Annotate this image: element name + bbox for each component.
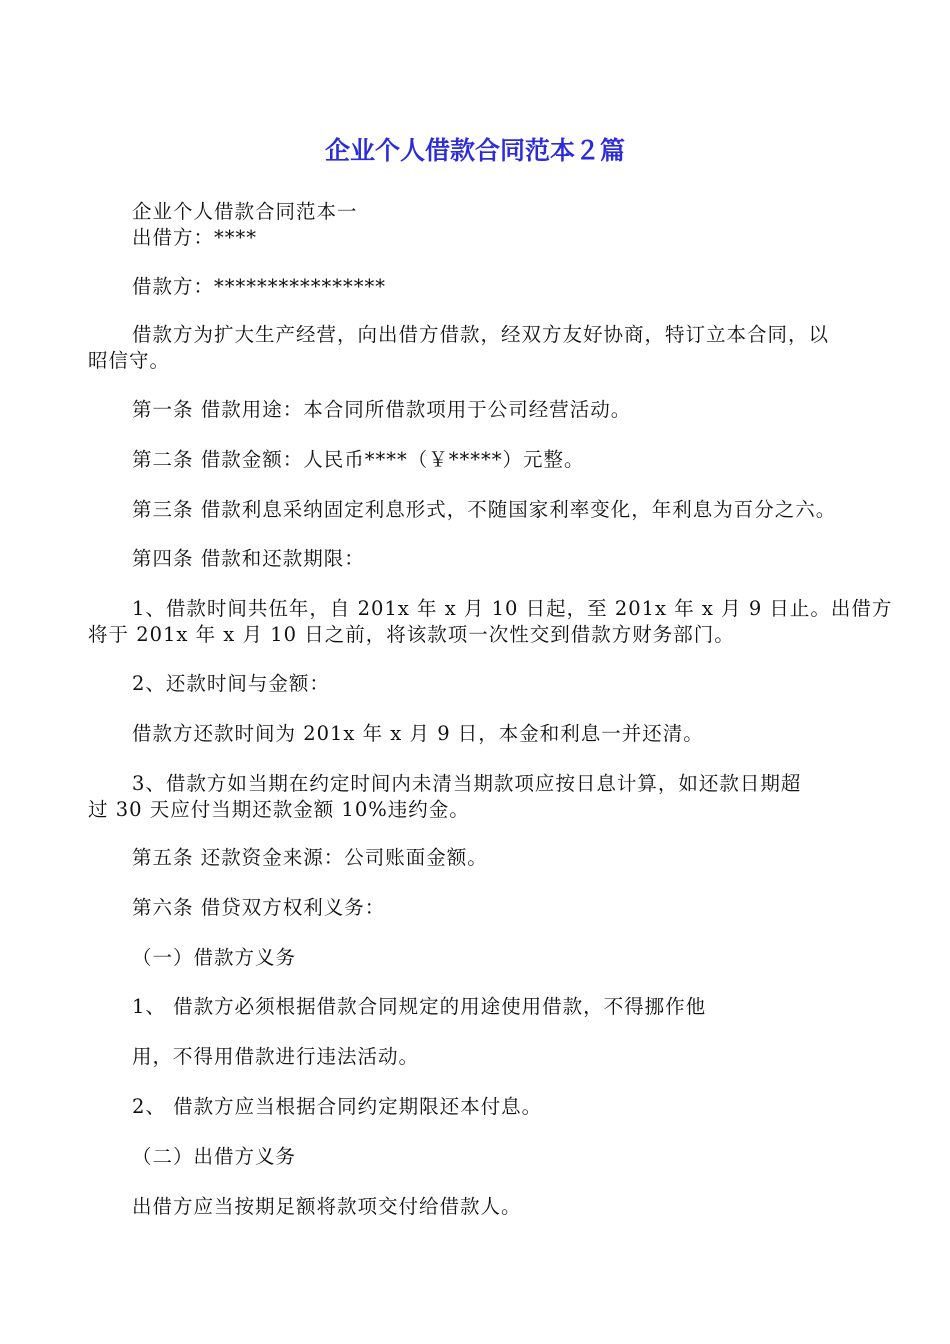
paragraph-line: 借款方为扩大生产经营，向出借方借款，经双方友好协商，特订立本合同，以 xyxy=(132,323,830,346)
paragraph-9 xyxy=(88,596,893,648)
paragraph-line: 将于 201x 年 x 月 10 日之前，将该款项一次性交到借款方财务部门。 xyxy=(88,623,735,646)
paragraph-line: 2、 借款方应当根据合同约定期限还本付息。 xyxy=(132,1095,543,1118)
paragraph-line: 第五条 还款资金来源：公司账面金额。 xyxy=(132,846,488,869)
paragraph-4 xyxy=(88,322,878,374)
paragraph-line: 昭信守。 xyxy=(88,349,171,372)
paragraph-line: 1、 借款方必须根据借款合同规定的用途使用借款，不得挪作他 xyxy=(132,995,707,1018)
paragraph-3 xyxy=(88,274,878,300)
paragraph-line: 第四条 借款和还款期限： xyxy=(132,547,365,570)
paragraph-14 xyxy=(88,895,878,921)
paragraph-20 xyxy=(88,1194,878,1220)
paragraph-line: （二）出借方义务 xyxy=(132,1145,297,1168)
paragraph-line: 企业个人借款合同范本一 xyxy=(132,200,358,223)
document-title: 企业个人借款合同范本２篇 xyxy=(324,136,625,165)
paragraph-17 xyxy=(88,1044,878,1070)
paragraph-line: 用，不得用借款进行违法活动。 xyxy=(132,1045,420,1068)
paragraph-1 xyxy=(88,199,878,225)
paragraph-12 xyxy=(88,771,878,823)
paragraph-15 xyxy=(88,945,878,971)
paragraph-6 xyxy=(88,447,878,473)
paragraph-line: 第二条 借款金额：人民币****（￥*****）元整。 xyxy=(132,448,585,471)
paragraph-8 xyxy=(88,546,878,572)
paragraph-18 xyxy=(88,1094,878,1120)
paragraph-line: 出借方应当按期足额将款项交付给借款人。 xyxy=(132,1195,522,1218)
paragraph-19 xyxy=(88,1144,878,1170)
paragraph-line: 1、借款时间共伍年，自 201x 年 x 月 10 日起，至 201x 年 x 月 9 日止。出借方 xyxy=(132,597,893,620)
paragraph-line: 第三条 借款利息采纳固定利息形式，不随国家利率变化，年利息为百分之六。 xyxy=(132,498,837,521)
paragraph-line: 2、还款时间与金额： xyxy=(132,672,330,695)
paragraph-5 xyxy=(88,397,878,423)
paragraph-line: 出借方：**** xyxy=(132,226,258,249)
paragraph-line: 3、借款方如当期在约定时间内未清当期款项应按日息计算，如还款日期超 xyxy=(132,772,802,795)
paragraph-16 xyxy=(88,994,878,1020)
paragraph-line: 第六条 借贷双方权利义务： xyxy=(132,896,386,919)
paragraph-10 xyxy=(88,671,878,697)
paragraph-11 xyxy=(88,721,878,747)
paragraph-line: 第一条 借款用途：本合同所借款项用于公司经营活动。 xyxy=(132,398,632,421)
paragraph-13 xyxy=(88,845,878,871)
paragraph-7 xyxy=(88,497,878,523)
paragraph-line: 借款方还款时间为 201x 年 x 月 9 日，本金和利息一并还清。 xyxy=(132,722,704,745)
paragraph-line: 过 30 天应付当期还款金额 10%违约金。 xyxy=(88,798,470,821)
paragraph-line: （一）借款方义务 xyxy=(132,946,297,969)
paragraph-line: 借款方：**************** xyxy=(132,275,387,298)
paragraph-2 xyxy=(88,225,878,251)
